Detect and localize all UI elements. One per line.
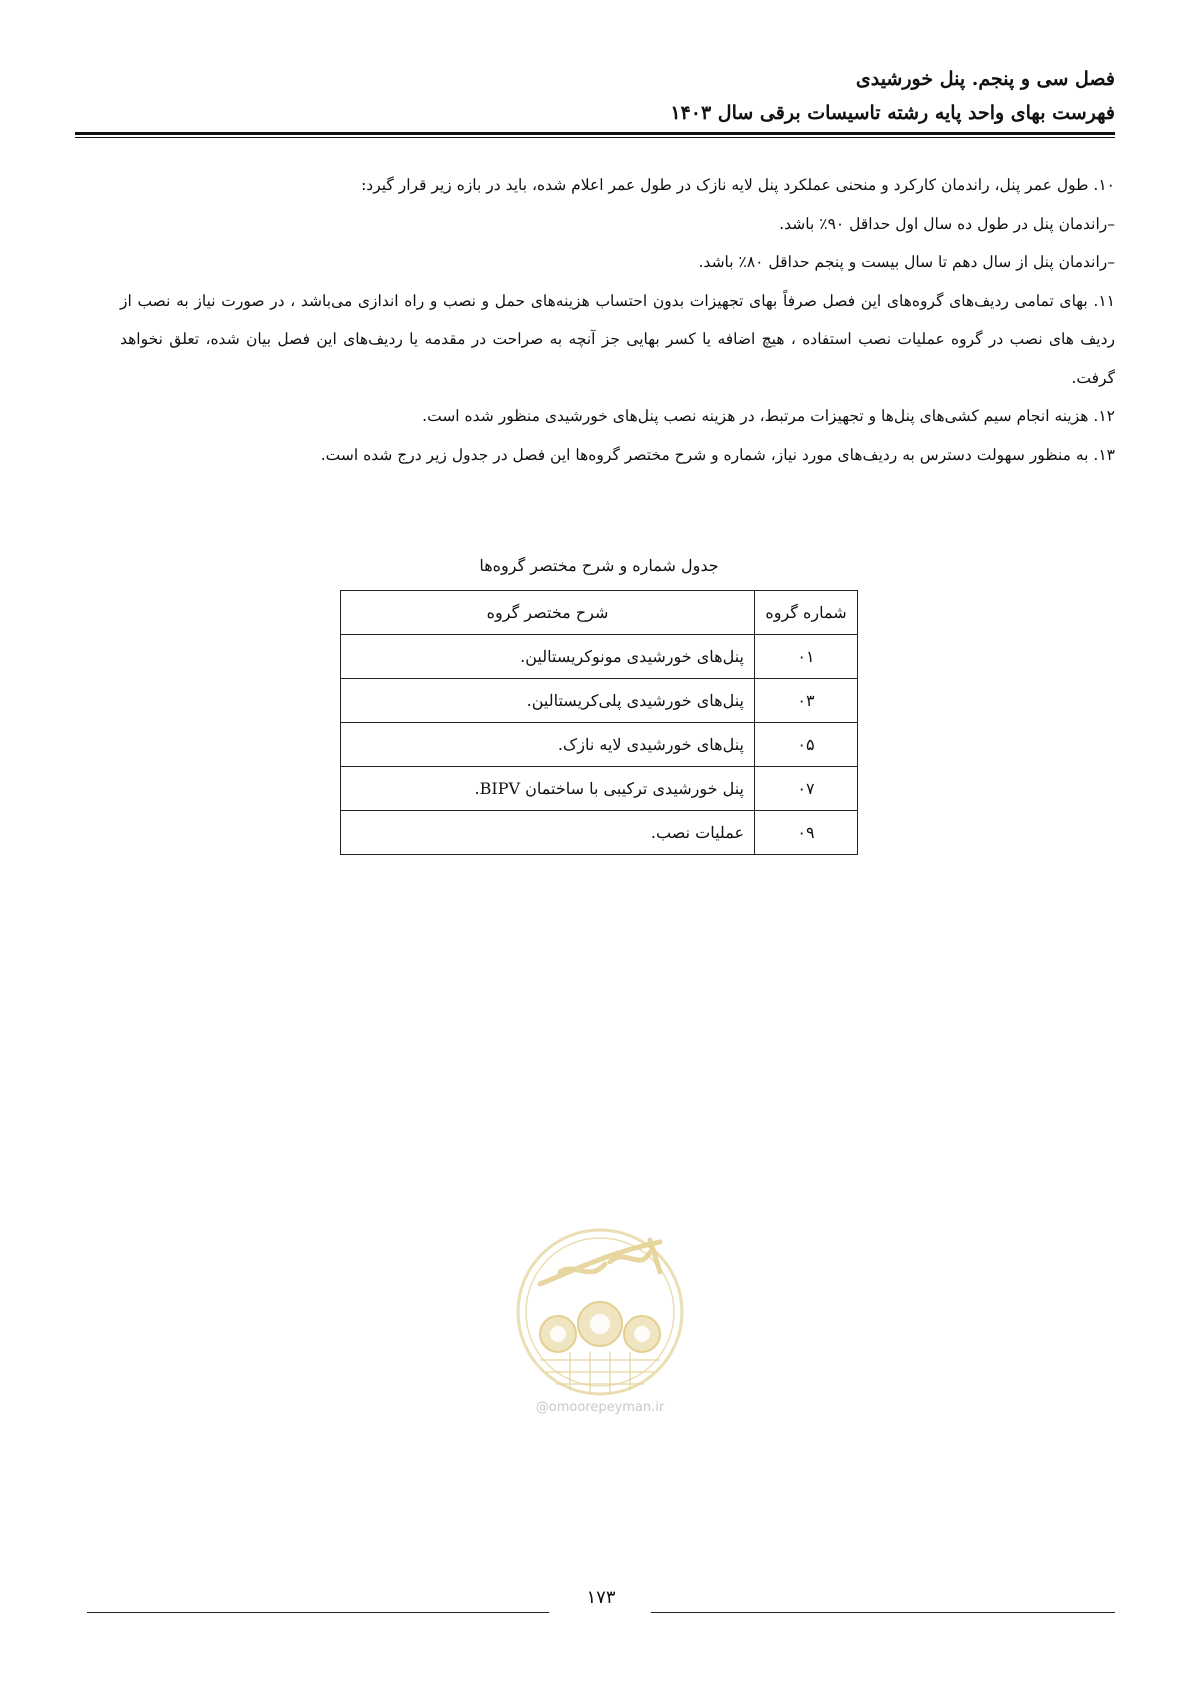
page-header xyxy=(75,62,1115,130)
group-number: ۰۹ xyxy=(755,811,858,855)
document-title: فهرست بهای واحد پایه رشته تاسیسات برقی سال ۱۴۰۳ xyxy=(670,102,1115,124)
table-row xyxy=(341,767,858,811)
groups-table xyxy=(340,590,858,855)
paragraph-10: ۱۰. طول عمر پنل، راندمان کارکرد و منحنی عملکرد پنل لایه نازک در طول عمر اعلام شده، باید در بازه زیر قرار گیرد: xyxy=(361,176,1115,194)
footer-rule-right xyxy=(651,1612,1115,1613)
table-header-row xyxy=(341,591,858,635)
table-row xyxy=(341,635,858,679)
header-group-description: شرح مختصر گروه xyxy=(341,591,755,635)
group-number: ۰۳ xyxy=(755,679,858,723)
paragraph-11: ۱۱. بهای تمامی ردیف‌های گروه‌های این فصل صرفاً بهای تجهیزات بدون احتساب هزینه‌های حمل و نصب و راه اندازی می‌باشد ، در صورت نیاز به نصب از ردیف های نصب در گروه عملیات نصب استفاده ، هیچ اضافه یا کسر بهایی جز آنچه به صراحت در مقدمه یا ردیف‌های این فصل بیان شده، تعلق نخواهد گرفت. xyxy=(120,291,1115,387)
group-description: پنل خورشیدی ترکیبی با ساختمان BIPV. xyxy=(341,767,755,811)
paragraph-13: ۱۳. به منظور سهولت دسترس به ردیف‌های مورد نیاز، شماره و شرح مختصر گروه‌ها این فصل در جدول زیر درج شده است. xyxy=(320,445,1115,464)
table-row xyxy=(341,723,858,767)
table-row xyxy=(341,679,858,723)
footer-rule-left xyxy=(87,1612,549,1613)
group-description: پنل‌های خورشیدی مونوکریستالین. xyxy=(341,635,755,679)
body-text xyxy=(120,166,1115,474)
group-description: پنل‌های خورشیدی لایه نازک. xyxy=(341,723,755,767)
page-number: ۱۷۳ xyxy=(586,1587,616,1608)
header-rule-thick xyxy=(75,132,1115,135)
watermark-url: @omoorepeyman.ir xyxy=(535,1400,665,1415)
header-rule-thin xyxy=(75,137,1115,138)
group-description: پنل‌های خورشیدی پلی‌کریستالین. xyxy=(341,679,755,723)
header-group-number: شماره گروه xyxy=(755,591,858,635)
group-number: ۰۵ xyxy=(755,723,858,767)
paragraph-12: ۱۲. هزینه انجام سیم کشی‌های پنل‌ها و تجهیزات مرتبط، در هزینه نصب پنل‌های خورشیدی منظور شده است. xyxy=(422,407,1115,425)
table-caption: جدول شماره و شرح مختصر گروه‌ها xyxy=(479,556,719,575)
group-number: ۰۷ xyxy=(755,767,858,811)
chapter-title: فصل سی و پنجم. پنل خورشیدی xyxy=(855,68,1115,90)
table-row xyxy=(341,811,858,855)
group-description: عملیات نصب. xyxy=(341,811,755,855)
group-number: ۰۱ xyxy=(755,635,858,679)
paragraph-10-item-1: –راندمان پنل در طول ده سال اول حداقل ۹۰٪ باشد. xyxy=(779,214,1115,233)
paragraph-10-item-2: –راندمان پنل از سال دهم تا سال بیست و پنجم حداقل ۸۰٪ باشد. xyxy=(698,253,1115,271)
